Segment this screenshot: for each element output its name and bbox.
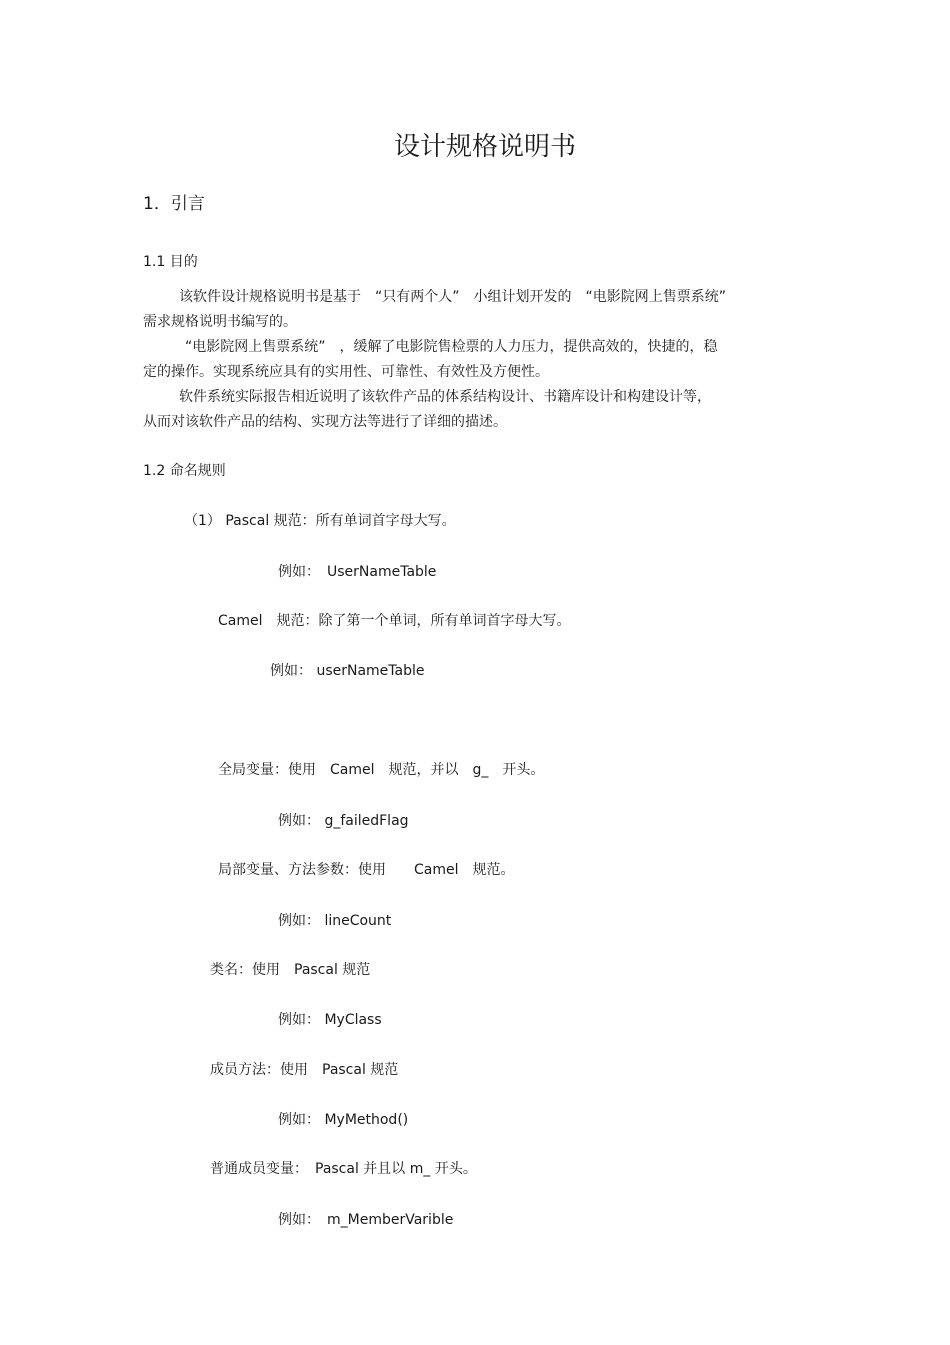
rule-member-method: 成员方法：使用 Pascal 规范 (210, 1062, 399, 1078)
rule-pascal-example: 例如： UserNameTable (278, 564, 437, 580)
rule-camel-definition: Camel 规范：除了第一个单词，所有单词首字母大写。 (218, 613, 571, 629)
rule-camel-example: 例如： userNameTable (270, 663, 425, 679)
rule-global-variable-example: 例如： g_failedFlag (278, 813, 409, 829)
rule-class-name: 类名：使用 Pascal 规范 (210, 962, 371, 978)
subsection-heading-purpose: 1.1 目的 (143, 254, 198, 270)
rule-class-name-example: 例如： MyClass (278, 1012, 382, 1028)
rule-member-variable: 普通成员变量： Pascal 并且以 m_ 开头。 (210, 1161, 477, 1177)
rule-member-variable-example: 例如： m_MemberVarible (278, 1212, 454, 1228)
purpose-paragraph-3-line-2: 从而对该软件产品的结构、实现方法等进行了详细的描述。 (143, 414, 507, 430)
rule-local-variable-example: 例如： lineCount (278, 913, 392, 929)
purpose-paragraph-3-line-1: 软件系统实际报告相近说明了该软件产品的体系结构设计、书籍库设计和构建设计等， (179, 389, 711, 405)
purpose-paragraph-2-line-2: 定的操作。实现系统应具有的实用性、可靠性、有效性及方便性。 (143, 364, 549, 380)
purpose-paragraph-1-line-1: 该软件设计规格说明书是基于 “只有两个人” 小组计划开发的 “电影院网上售票系统” (179, 289, 727, 305)
rule-pascal-definition: （1） Pascal 规范：所有单词首字母大写。 (184, 513, 456, 529)
rule-local-variable: 局部变量、方法参数：使用 Camel 规范。 (218, 862, 515, 878)
rule-member-method-example: 例如： MyMethod() (278, 1112, 409, 1128)
subsection-heading-naming-rules: 1.2 命名规则 (143, 463, 226, 479)
purpose-paragraph-2-line-1: “电影院网上售票系统” ，缓解了电影院售检票的人力压力，提供高效的，快捷的，稳 (185, 339, 718, 355)
rule-global-variable: 全局变量：使用 Camel 规范，并以 g_ 开头。 (218, 762, 545, 778)
section-heading-introduction: 1．引言 (143, 194, 205, 214)
document-title: 设计规格说明书 (393, 132, 576, 162)
purpose-paragraph-1-line-2: 需求规格说明书编写的。 (143, 314, 297, 330)
